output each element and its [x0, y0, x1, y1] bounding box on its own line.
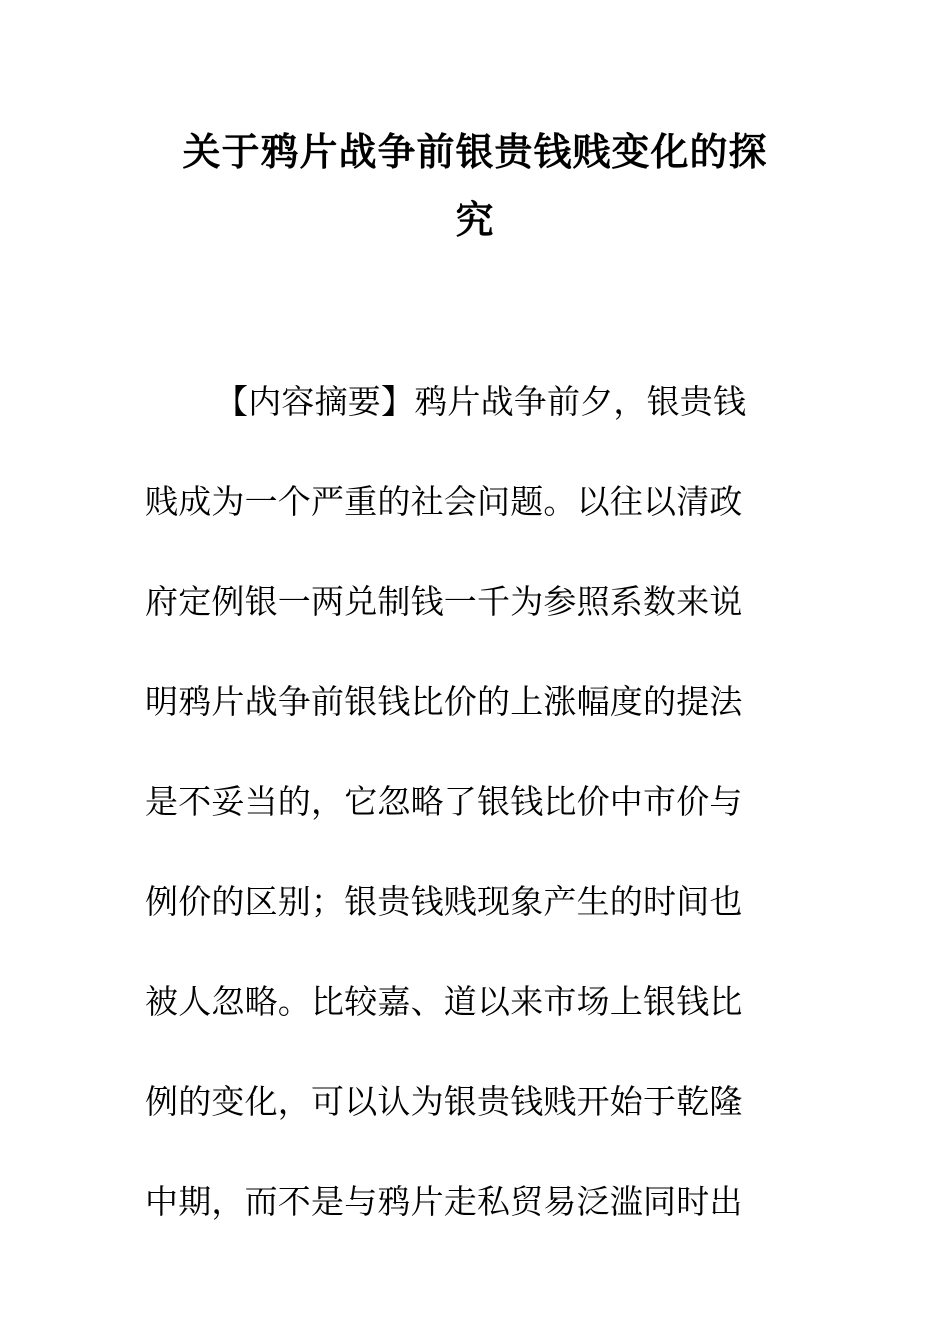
abstract-line-1: 【内容摘要】鸦片战争前夕，银贵钱	[215, 382, 747, 421]
document-title	[150, 118, 800, 254]
abstract-line-2: 贱成为一个严重的社会问题。以往以清政	[145, 482, 743, 521]
abstract-line-7: 被人忽略。比较嘉、道以来市场上银钱比	[145, 982, 743, 1021]
abstract-line-6: 例价的区别；银贵钱贱现象产生的时间也	[145, 882, 743, 921]
title-line-2: 究	[455, 197, 495, 242]
abstract-line-4: 明鸦片战争前银钱比价的上涨幅度的提法	[145, 682, 743, 721]
abstract-line-5: 是不妥当的，它忽略了银钱比价中市价与	[145, 782, 743, 821]
title-line-1: 关于鸦片战争前银贵钱贱变化的探	[182, 129, 768, 174]
abstract-line-3: 府定例银一两兑制钱一千为参照系数来说	[145, 582, 743, 621]
abstract-line-9: 中期，而不是与鸦片走私贸易泛滥同时出	[145, 1182, 743, 1221]
abstract-line-8: 例的变化，可以认为银贵钱贱开始于乾隆	[145, 1082, 743, 1121]
